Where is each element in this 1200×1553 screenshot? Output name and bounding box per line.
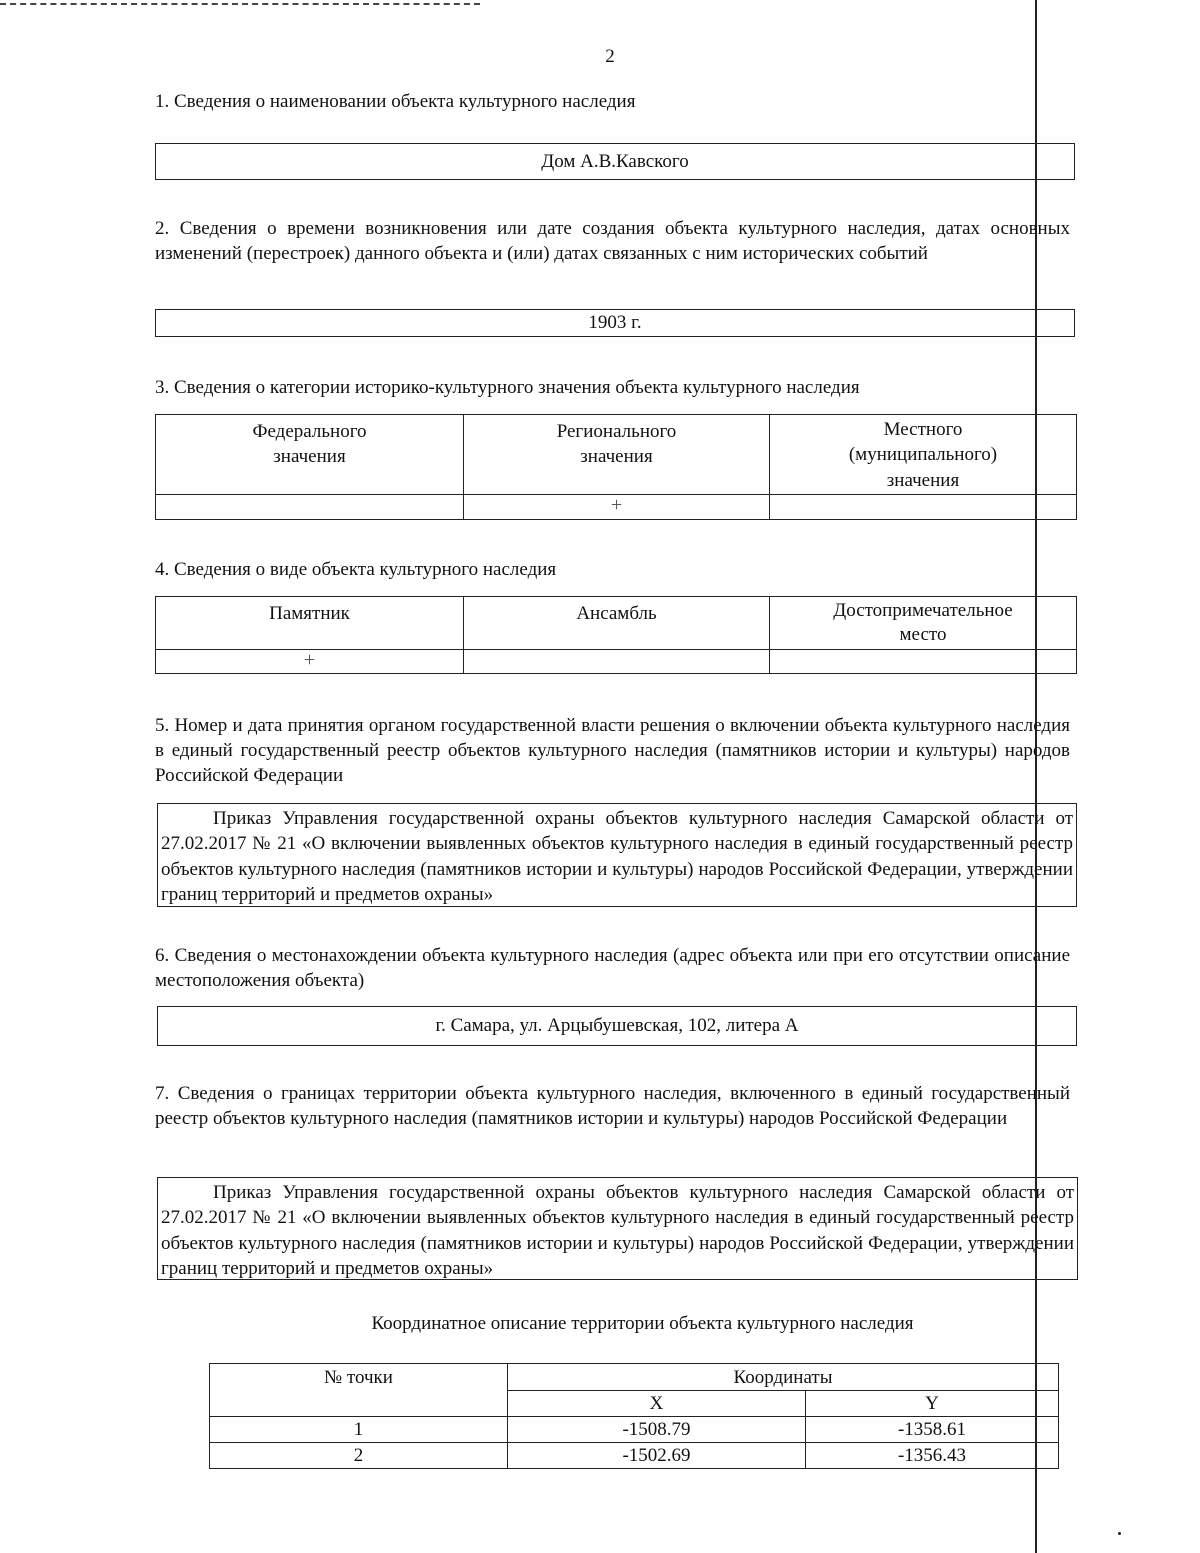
section-1-value-box bbox=[155, 143, 1075, 180]
category-regional-header: Регионального значения bbox=[464, 415, 770, 495]
section-6-heading: 6. Сведения о местонахождении объекта культурного наследия (адрес объекта или при его отсутствии описание местоположения объекта) bbox=[155, 945, 1070, 992]
table-row bbox=[210, 1417, 1059, 1443]
category-local-header: Местного (муниципального) значения bbox=[770, 415, 1077, 495]
section-7-value-box bbox=[157, 1177, 1078, 1280]
table-row bbox=[156, 597, 1077, 650]
section-1-heading: 1. Сведения о наименовании объекта культурного наследия bbox=[155, 91, 636, 112]
section-5-heading: 5. Номер и дата принятия органом государственной власти решения о включении объекта культурного наследия в единый государственный реестр объектов культурного наследия (памятников истории и культуры) народов Российской Федерации bbox=[155, 715, 1070, 787]
type-monument-mark: + bbox=[156, 650, 464, 674]
scan-artifact-top-line bbox=[0, 3, 480, 5]
category-regional-mark: + bbox=[464, 495, 770, 520]
type-landmark-mark bbox=[770, 650, 1077, 674]
section-7-heading: 7. Сведения о границах территории объекта культурного наследия, включенного в единый государственный реестр объектов культурного наследия (памятников истории и культуры) народов Российской Федерации bbox=[155, 1083, 1070, 1130]
section-4-heading: 4. Сведения о виде объекта культурного наследия bbox=[155, 559, 557, 580]
category-local-mark bbox=[770, 495, 1077, 520]
coordinate-point-number: 2 bbox=[210, 1443, 508, 1469]
table-row bbox=[210, 1364, 1059, 1391]
creation-date: 1903 г. bbox=[588, 312, 642, 334]
coordinate-point-number: 1 bbox=[210, 1417, 508, 1443]
coordinates-title: Координатное описание территории объекта культурного наследия bbox=[371, 1313, 914, 1334]
coordinate-y-value: -1356.43 bbox=[806, 1443, 1059, 1469]
category-table bbox=[155, 414, 1077, 520]
coordinates-x-header: X bbox=[508, 1391, 806, 1417]
scan-artifact-dot bbox=[1118, 1532, 1121, 1535]
section-6-value-box bbox=[157, 1006, 1077, 1046]
category-federal-mark bbox=[156, 495, 464, 520]
type-ensemble-mark bbox=[464, 650, 770, 674]
coordinate-x-value: -1502.69 bbox=[508, 1443, 806, 1469]
object-name: Дом А.В.Кавского bbox=[541, 150, 689, 172]
coordinate-x-value: -1508.79 bbox=[508, 1417, 806, 1443]
coordinates-y-header: Y bbox=[806, 1391, 1059, 1417]
type-monument-header: Памятник bbox=[156, 597, 464, 650]
type-ensemble-header: Ансамбль bbox=[464, 597, 770, 650]
type-landmark-header: Достопримечательное место bbox=[770, 597, 1077, 650]
page-number: 2 bbox=[605, 46, 615, 67]
table-row bbox=[156, 495, 1077, 520]
object-address: г. Самара, ул. Арцыбушевская, 102, литера А bbox=[435, 1015, 799, 1037]
table-row bbox=[156, 650, 1077, 674]
section-5-value-box bbox=[157, 803, 1077, 907]
coordinates-table bbox=[209, 1363, 1059, 1469]
section-2-heading: 2. Сведения о времени возникновения или дате создания объекта культурного наследия, датах основных изменений (перестроек) данного объекта и (или) датах связанных с ним исторических событий bbox=[155, 218, 1070, 265]
category-federal-header: Федерального значения bbox=[156, 415, 464, 495]
section-2-value-box bbox=[155, 309, 1075, 337]
table-row bbox=[210, 1443, 1059, 1469]
coordinates-header: Координаты bbox=[508, 1364, 1059, 1391]
boundaries-decree-text: Приказ Управления государственной охраны объектов культурного наследия Самарской области от 27.02.2017 № 21 «О включении выявленных объектов культурного наследия в единый государственный реестр объектов культурного наследия (памятников истории и культуры) народов Российской Федерации, утверждении границ территорий и предметов охраны» bbox=[161, 1182, 1074, 1279]
registry-decree-text: Приказ Управления государственной охраны объектов культурного наследия Самарской области от 27.02.2017 № 21 «О включении выявленных объектов культурного наследия в единый государственный реестр объектов культурного наследия (памятников истории и культуры) народов Российской Федерации, утверждении границ территорий и предметов охраны» bbox=[161, 808, 1073, 905]
coordinate-y-value: -1358.61 bbox=[806, 1417, 1059, 1443]
table-row bbox=[156, 415, 1077, 495]
coordinates-point-header: № точки bbox=[210, 1364, 508, 1417]
section-3-heading: 3. Сведения о категории историко-культурного значения объекта культурного наследия bbox=[155, 377, 860, 398]
type-table bbox=[155, 596, 1077, 674]
